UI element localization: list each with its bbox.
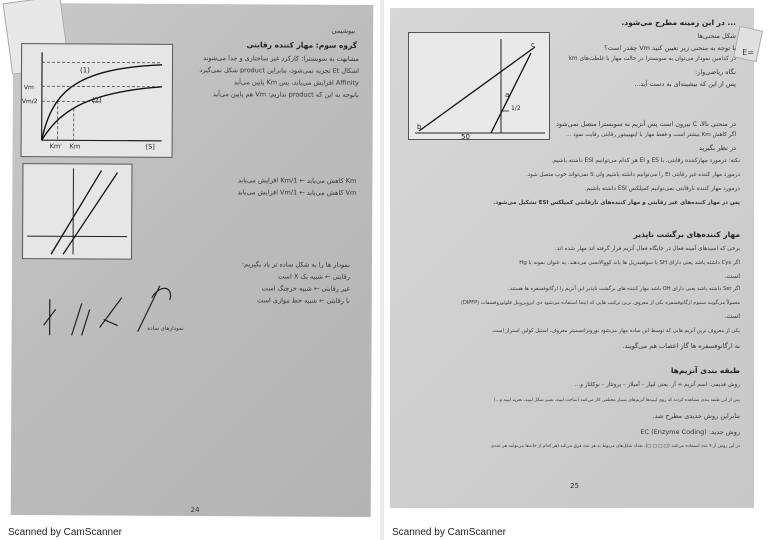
right-sheet xyxy=(390,8,754,508)
list-intro: نمودار ها را به شکل ساده تر یاد بگیریم: xyxy=(241,260,350,269)
right-page xyxy=(384,0,768,540)
left-header-small: بیوشیمی xyxy=(331,26,356,35)
right-top-line: در کدامین نمودار می‌توان به سوبسترا در حالت مهار با غلظت‌های km xyxy=(568,56,736,62)
curve-label-2: (2) xyxy=(91,96,102,105)
y-label-vm-half: Vm/2 xyxy=(21,98,38,106)
section3-line: روش جدید: (Enzyme Coding) EC xyxy=(640,428,740,436)
left-paragraph-line: مشابهت به سوبسترا: کارکرد غیر ساختاری و جدا می‌شوند xyxy=(203,54,360,63)
y-label-vm: Vm xyxy=(23,84,34,92)
graph-label-c: c xyxy=(531,41,535,49)
left-watermark: Scanned by CamScanner xyxy=(8,527,122,538)
graph-fraction: 1/2 xyxy=(511,105,521,112)
list-item: رقابتی ← شبیه یک X است xyxy=(278,272,350,281)
x-label-km-prime: Km' xyxy=(49,142,63,151)
curve-label-1: (1) xyxy=(79,66,90,75)
section3-line: بنابراین روش جدیدی مطرح شد. xyxy=(652,412,740,420)
section3-title: طبقه بندی آنزیم‌ها xyxy=(670,366,740,375)
mid-line: درمورد مهار کننده غیر رقابتی EI را می‌توانیم داشته باشیم ولی S نمی‌تواند خوب متصل شود. xyxy=(525,172,740,178)
section2-line: به ارگانوفسفره ها گاز اعصاب هم می‌گویند. xyxy=(622,342,740,350)
right-top-line: شکل منحنی‌ها xyxy=(697,32,736,40)
michaelis-menten-graph xyxy=(21,43,174,158)
section3-line: روش قدیمی: اسم آنزیم + آز. یعنی لیپاز – آمیلاز – پروتئاز – نوکلئاز و... xyxy=(574,382,740,388)
mid-line: پس در مهار کننده‌های غیر رقابتی و مهار کننده‌های نارقابتی کمپلکس ESI تشکیل می‌شود. xyxy=(493,200,740,206)
section2-line: اگر Ser داشته باشد یعنی دارای OH باشد مهار کننده های برگشت ناپذیر این آنزیم را ارگانوفسفره ها هستند. xyxy=(507,286,740,292)
lineweaver-burk-graph xyxy=(22,163,133,260)
left-paragraph-line: اشکال Et تجزیه نمی‌شود، بنابراین product شکل نمی‌گیرد xyxy=(199,66,360,75)
list-item: غیر رقابتی ← شبیه خرچنگ است xyxy=(261,284,350,293)
right-top-line: با توجه به منحنی زیر تعیین کنید Vm چقدر است؟ xyxy=(604,44,736,52)
left-paragraph-line: باتوجه به این که product نداریم: Vm هم پایین می‌آید xyxy=(212,90,359,99)
section2-line: اگر Cys داشته باشد یعنی دارای SH با سولفیدریل ها باند کووالانسی می‌دهند. به عنوان نمونه با Hg xyxy=(519,260,740,266)
section3-line: پس از این طبقه بندی مشاهده کردند که روی لیپیدها آنزیم‌های بسیار مختلفی کار می‌کنند (ساخت لیپید، تغییر شکل لیپید، تجزیه لیپید و...) xyxy=(493,398,740,403)
graph-label-b: b xyxy=(417,123,422,131)
mid-line: نکته: درمورد مهارکننده رقابتی، با ES و EI هر کدام می‌توانیم ESI داشته باشیم. xyxy=(551,158,740,164)
graph-label-a: a xyxy=(505,91,510,99)
left-sheet xyxy=(11,3,374,517)
lineweaver-burk-svg xyxy=(23,164,131,259)
lb-note-line: Vm کاهش می‌یابد ← 1/Vm افزایش می‌یابد xyxy=(237,188,357,197)
left-section-title: گروه سوم: مهار کننده رقابتی xyxy=(246,40,358,50)
right-top-line: پس از این که بیشینه‌ای به دست آید... xyxy=(634,80,736,88)
right-top-line: نگاه ریاضی‌وار: xyxy=(695,68,736,76)
x-label-km: Km xyxy=(69,142,81,151)
left-paragraph-line: Affinity افزایش می‌یابد، پس Km پایین می‌آید xyxy=(233,78,359,87)
corner-text: E= xyxy=(742,48,754,57)
right-page-number: 25 xyxy=(570,482,579,490)
left-page-number: 24 xyxy=(190,505,200,515)
mid-line: در نظر بگیرید xyxy=(698,144,736,152)
mid-line: اگر کاهش Km بیشتر است و فقط مهار با اینهیبیتور رقابتی رقابت نمود ... xyxy=(566,132,736,138)
section2-line: است. xyxy=(724,312,740,320)
section2-line: یکی از معروف ترین آنزیم هایی که توسط این ساده مهار می‌شود نوروترانسمیتر معروف، استیل کولین استراز است. xyxy=(491,328,740,334)
section2-line: برخی که اسیدهای آمینه فعال در جایگاه فعال آنزیم قرار گرفته اند مهار شده اند. xyxy=(554,246,740,252)
right-top-heading: ... در این زمینه مطرح می‌شود. xyxy=(621,18,736,27)
section2-line: است. xyxy=(724,272,740,280)
x-axis-label: [S] xyxy=(145,142,155,151)
vm-graph-svg xyxy=(409,33,549,139)
mid-line: درمورد مهار کننده نارقابتی نمی‌توانیم کمپلکس ESI داشته باشیم. xyxy=(584,186,740,192)
section2-line: معمولاً می‌گویند سموم ارگانوفسفره یکی از معروف ترین ترکیب هایی که اینجا استفاده می‌شود دی ایزوپروپیل فلوئوروفسفات (DIPFP) xyxy=(460,300,740,306)
lb-note-line: Km کاهش می‌یابد ← 1/Km افزایش می‌یابد xyxy=(237,176,357,185)
left-page xyxy=(0,0,380,540)
sketch-label: نمودارهای ساده xyxy=(147,325,184,332)
vm-graph xyxy=(408,32,550,140)
list-item: نا رقابتی ← شبیه خط موازی است xyxy=(257,296,350,305)
graph-x-tick: 50 xyxy=(461,133,470,141)
right-watermark: Scanned by CamScanner xyxy=(392,527,506,538)
section3-line: در این روش از ۴ عدد استفاده می‌کنند (□.□.□.□). تعداد شکل‌های مربوط به هر عدد فرق می‌کند (هر کدام از خانه‌ها می‌توانند هر عددی xyxy=(490,444,740,449)
section2-title: مهار کننده‌های برگشت ناپذیر xyxy=(633,230,740,239)
mid-line: در منحنی بالا، C بیرون است پس آنزیم به سوبسترا متصل نمی‌شود xyxy=(555,120,736,128)
